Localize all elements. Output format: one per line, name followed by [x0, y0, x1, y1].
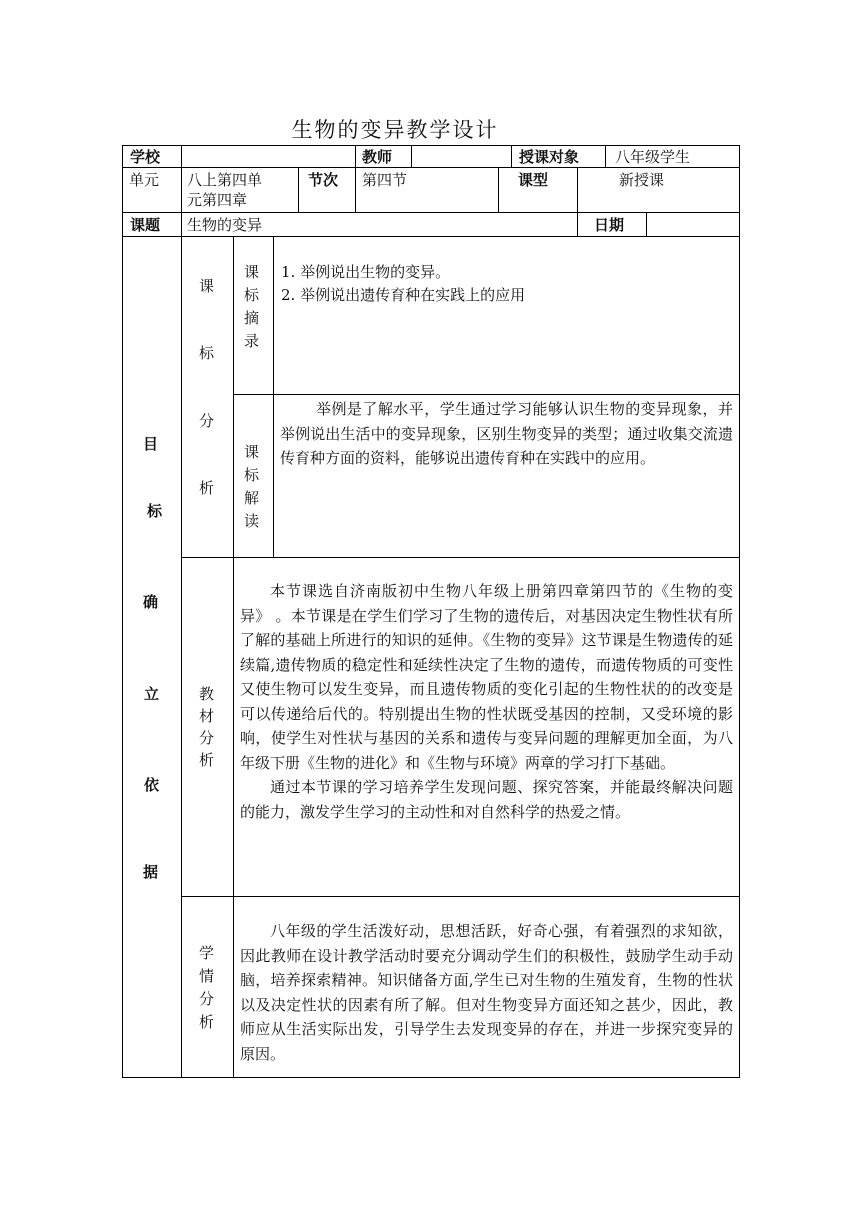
audience-value: 八年级学生	[615, 148, 691, 166]
section-value: 第四节	[362, 171, 408, 189]
audience-label: 授课对象	[519, 148, 580, 166]
topic-value: 生物的变异	[187, 216, 263, 234]
topic-label: 课题	[130, 216, 161, 234]
teacher-label: 教师	[362, 148, 393, 166]
unit-label: 单元	[129, 171, 160, 189]
learner-analysis-text: 八年级的学生活泼好动，思想活跃，好奇心强，有着强烈的求知欲，因此教师在设计教学活动时要充分调动学生们的积极性，鼓励学生动手动脑，培养探索精神。知识储备方面,学生已对生物的生殖发育，生物的性状以及决定性状的因素有所了解。但对生物变异方面还知之甚少，因此，教师应从生活实际出发，引导学生去发现变异的存在，并进一步探究变异的原因。	[240, 922, 733, 1063]
standard-interpret-text: 举例是了解水平，学生通过学习能够认识生物的变异现象，并举例说出生活中的变异现象，区别生物变异的类型；通过收集交流遗传育种方面的资料，能够说出遗传育种在实践中的应用。	[280, 400, 733, 467]
list-item: 2. 举例说出遗传育种在实践上的应用	[281, 286, 526, 304]
school-label: 学校	[130, 148, 161, 166]
paragraph: 本节课选自济南版初中生物八年级上册第四章第四节的《生物的变异》 。本节课是在学生们学习了生物的遗传后，对基因决定生物性状有所了解的基础上所进行的知识的延伸。《生物的变异》这节课是生物遗传的延续篇,遗传物质的稳定性和延续性决定了生物的遗传，而遗传物质的可变性又使生物可以发生变异，而且遗传物质的变化引起的生物性状的的改变是可以传递给后代的。特别提出生物的性状既受基因的控制，又受环境的影响，使学生对性状与基因的关系和遗传与变异问题的理解更加全面，为八年级下册《生物的进化》和《生物与环境》两章的学习打下基础。	[240, 582, 733, 772]
type-label: 课型	[518, 171, 549, 189]
paragraph: 通过本节课的学习培养学生发现问题、探究答案，并能最终解决问题的能力，激发学生学习的主动性和对自然科学的热爱之情。	[240, 778, 733, 821]
textbook-analysis-text	[240, 579, 733, 824]
unit-value-line1: 八上第四单	[187, 171, 263, 189]
date-label: 日期	[594, 216, 625, 234]
unit-value-line2: 元第四章	[187, 191, 248, 209]
page-title: 生物的变异教学设计	[291, 118, 499, 142]
type-value: 新授课	[619, 171, 665, 189]
section-label: 节次	[308, 171, 339, 189]
list-item: 1. 举例说出生物的变异。	[281, 263, 451, 281]
